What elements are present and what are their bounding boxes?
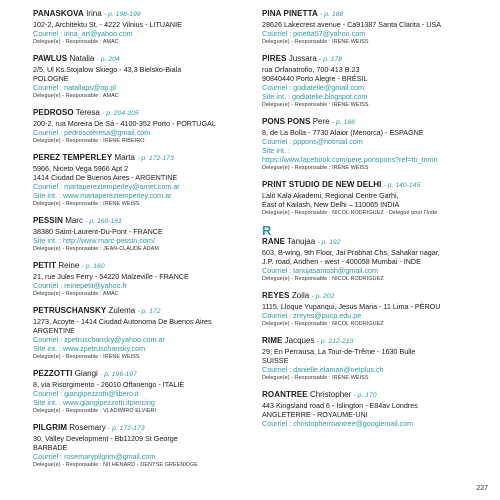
directory-entry bbox=[33, 153, 251, 209]
entry-page-reference: - p. 172 bbox=[137, 308, 161, 315]
entry-firstname: Zoila bbox=[291, 291, 310, 300]
entry-name-line bbox=[33, 9, 251, 20]
entry-surname: PETIT bbox=[33, 261, 57, 270]
entry-email-line[interactable]: Courriel : tanujasantosh@gmail.com bbox=[262, 266, 378, 275]
directory-entry bbox=[262, 54, 490, 110]
directory-entry bbox=[33, 108, 251, 146]
entry-address-line: 28626 Lakecrest avenue - Ca91387 Santa Clarita - USA bbox=[262, 20, 441, 29]
entry-delegate-line: Delegue(e) - Responsable : VLADIMIRO ELVIERI bbox=[33, 408, 157, 414]
entry-email-line[interactable]: Courriel : pedrosoteresa@gmail.com bbox=[33, 128, 151, 137]
entry-name-line bbox=[33, 306, 251, 317]
entry-surname: REYES bbox=[262, 291, 290, 300]
entry-firstname: Marta bbox=[114, 153, 135, 162]
entry-website-line[interactable]: Site int. : godiatelie.blogspot.com bbox=[262, 92, 368, 101]
entry-address-line: 1273, Acoyte - 1414 Ciudad Autonoma De Buenos Aires bbox=[33, 317, 212, 326]
directory-entry bbox=[33, 216, 251, 254]
entry-address-line: 30, Valley Development - Bb11209 St George bbox=[33, 434, 178, 443]
entry-address-line: 200-2, rua Moreira De Sá - 4100-352 Porto - PORTUGAL bbox=[33, 119, 216, 128]
entry-email-line[interactable]: Courriel : godiatelle@gmail.com bbox=[262, 83, 364, 92]
entry-email-line[interactable]: Courriel : rosemarypilgrim@gmail.com bbox=[33, 452, 156, 461]
entry-delegate-line: Delegue(e) - Responsable : NICOL RODRIGUEZ bbox=[262, 276, 384, 282]
entry-address-line: 29, En Perrausa, La Tour-de-Trême - 1630 Bulle bbox=[262, 347, 416, 356]
entry-website-line[interactable]: https://www.facebook.com/pere.ponspons?ref=tn_tnmn bbox=[262, 155, 438, 164]
entry-firstname: Giangi bbox=[74, 369, 98, 378]
entry-delegate-line: Delegue(e) - Responsable : IRÈNE WEISS bbox=[33, 354, 140, 360]
right-column-p-entries bbox=[262, 9, 490, 218]
entry-name-line bbox=[33, 423, 251, 434]
entry-delegate-line: Delegue(e) - Responsable : IRÈNE WEISS bbox=[262, 375, 369, 381]
entry-firstname: Christopher bbox=[309, 390, 352, 399]
entry-name-line bbox=[262, 336, 490, 347]
right-column bbox=[262, 9, 490, 435]
entry-delegate-line: Delegue(e) - Responsable : IRÈNE WEISS bbox=[33, 201, 140, 207]
entry-address-line: 1115, Lloque Yupanqui, Jesus Maria - 11 Lima - PÉROU bbox=[262, 302, 441, 311]
entry-surname: PETRUSCHANSKY bbox=[33, 306, 107, 315]
directory-entry bbox=[262, 336, 490, 383]
entry-name-line bbox=[262, 237, 490, 248]
entry-address-line: 8, de La Bolla - 7730 Alaior (Menorca) - ESPAGNE bbox=[262, 128, 424, 137]
entry-email-line[interactable]: Courriel : pinetta57@yahoo.com bbox=[262, 29, 366, 38]
entry-email-line[interactable]: Courriel : reinepetit@yahoo.fr bbox=[33, 281, 127, 290]
entry-website-line[interactable]: Site int. : http://www.marc-pessin.com/ bbox=[33, 236, 155, 245]
entry-delegate-line: Delegue(e) - Responsable : IRÈNE RIBEIRO bbox=[33, 138, 145, 144]
entry-page-reference: - p. 198-199 bbox=[103, 11, 141, 18]
entry-email-line[interactable]: Courriel : zpetruschansky@yahoo.com.ar bbox=[33, 335, 165, 344]
entry-page-reference: - p. 140-145 bbox=[383, 182, 421, 189]
right-column-r-entries bbox=[262, 237, 490, 428]
entry-website-line[interactable]: Site int. : www.martapereztemperley.com.ar bbox=[33, 191, 172, 200]
entry-address-line: rua Orfanatrofio, 700-413 B.23 bbox=[262, 65, 360, 74]
entry-address-line: 102-2, Architektu St. - 4222 Vilnius - LITUANIE bbox=[33, 20, 182, 29]
entry-surname: PINA PINETTA bbox=[262, 9, 318, 18]
entry-delegate-line: Delegue(e) - Responsable : AMAC bbox=[33, 93, 119, 99]
entry-name-line bbox=[33, 54, 251, 65]
entry-address-line: 5966, Niceto Vega 5966 Apt 2 bbox=[33, 164, 129, 173]
entry-name-line bbox=[262, 54, 490, 65]
directory-entry bbox=[33, 369, 251, 416]
directory-entry bbox=[33, 9, 251, 47]
directory-entry bbox=[262, 180, 490, 218]
entry-name-line bbox=[33, 216, 251, 227]
entry-name-line bbox=[33, 108, 251, 119]
entry-firstname: Reine bbox=[58, 261, 80, 270]
entry-email-line[interactable]: Courriel : natallaps@op.pl bbox=[33, 83, 116, 92]
entry-page-reference: - p. 202 bbox=[311, 293, 335, 300]
entry-surname: PESSIN bbox=[33, 216, 63, 225]
entry-address-line: Lalit Kala Akademi, Regional Centre Garhi, bbox=[262, 191, 399, 200]
entry-address-line: 1414 Ciudad De Buenos Aires - ARGENTINE bbox=[33, 173, 178, 182]
directory-entry bbox=[33, 54, 251, 101]
entry-email-line[interactable]: Courriel : zreyes@pucp.edu.pe bbox=[262, 311, 362, 320]
entry-website-line[interactable]: Site int. : www.zpetruschansky.com bbox=[33, 344, 146, 353]
entry-delegate-line: Delegue(e) - Responsable : NII HENARD - DENYSE GREENIDGE bbox=[33, 462, 198, 468]
entry-address-line: 90840440 Porto Alegre - BRÉSIL bbox=[262, 74, 368, 83]
entry-page-reference: - p. 170 bbox=[353, 392, 377, 399]
entry-name-line bbox=[33, 153, 251, 164]
entry-surname: PEREZ TEMPERLEY bbox=[33, 153, 113, 162]
directory-entry bbox=[33, 261, 251, 299]
entry-surname: PRINT STUDIO DE NEW DELHI bbox=[262, 180, 382, 189]
directory-entry bbox=[262, 237, 490, 284]
entry-surname: RANE bbox=[262, 237, 286, 246]
entry-page-reference: - p. 192 bbox=[317, 239, 341, 246]
entry-page-reference: - p. 212-213 bbox=[316, 338, 354, 345]
entry-page-reference: - p. 188 bbox=[320, 11, 344, 18]
entry-address-line: SUISSE bbox=[262, 356, 289, 365]
entry-address-line: 443 Kingsland road 6 - Islington - E84av Londres bbox=[262, 401, 418, 410]
entry-page-reference: - p. 178 bbox=[319, 56, 343, 63]
entry-website-line[interactable]: Site int. : bbox=[262, 146, 290, 155]
directory-entry bbox=[262, 117, 490, 173]
entry-firstname: Pere bbox=[312, 117, 330, 126]
entry-firstname: Jussara bbox=[288, 54, 317, 63]
entry-delegate-line: Delegue(e) - Responsable : JEAN-CLAUDE ADAM bbox=[33, 246, 159, 252]
entry-surname: PIRES bbox=[262, 54, 287, 63]
entry-email-line[interactable]: Courriel : danielle.elamari@netplus.ch bbox=[262, 365, 384, 374]
entry-address-line: ARGENTINE bbox=[33, 326, 75, 335]
entry-firstname: Tanujaa bbox=[287, 237, 316, 246]
directory-entry bbox=[33, 306, 251, 362]
entry-name-line bbox=[262, 9, 490, 20]
directory-entry bbox=[33, 423, 251, 470]
entry-email-line[interactable]: Courriel : irina_art@yahoo.com bbox=[33, 29, 133, 38]
entry-email-line[interactable]: Courriel : christopherroantree@googlemail.com bbox=[262, 419, 414, 428]
directory-entry bbox=[262, 291, 490, 329]
entry-name-line bbox=[262, 390, 490, 401]
entry-page-reference: - p. 172-173 bbox=[137, 155, 174, 162]
left-column bbox=[33, 9, 251, 477]
entry-website-line[interactable]: Site int. : www.giangipezzotti.itpiercing bbox=[33, 398, 155, 407]
entry-surname: ROANTREE bbox=[262, 390, 308, 399]
entry-address-line: ANGLETERRE - ROYAUME-UNI bbox=[262, 410, 368, 419]
entry-surname: PONS PONS bbox=[262, 117, 311, 126]
entry-page-reference: - p. 204-205 bbox=[102, 110, 139, 117]
entry-firstname: Marc bbox=[65, 216, 83, 225]
entry-delegate-line: Delegue(e) - Responsable : IRÈNE WEISS bbox=[262, 102, 369, 108]
entry-surname: PILGRIM bbox=[33, 423, 68, 432]
entry-email-line[interactable]: Courriel : pppons@hotmail.com bbox=[262, 137, 363, 146]
entry-firstname: Rosemary bbox=[69, 423, 106, 432]
entry-name-line bbox=[262, 180, 490, 191]
entry-address-line: POLOGNE bbox=[33, 74, 69, 83]
entry-address-line: 38380 Saint-Laurent-Du-Pont - FRANCE bbox=[33, 227, 163, 236]
entry-page-reference: - p. 160-161 bbox=[85, 218, 122, 225]
entry-page-reference: - p. 186 bbox=[331, 119, 355, 126]
entry-surname: PEZZOTTI bbox=[33, 369, 73, 378]
entry-address-line: 2/5, Ul Ks.Stojalow Skiego - 43,3 Bielsko-Biala bbox=[33, 65, 182, 74]
entry-page-reference: - p. 172-173 bbox=[107, 425, 145, 432]
entry-email-line[interactable]: Courriel : martapereztemperley@arnet.com.ar bbox=[33, 182, 180, 191]
entry-address-line: 8, via Risorgimento - 26010 Offanengo - ITALIE bbox=[33, 380, 185, 389]
entry-page-reference: - p. 204 bbox=[96, 56, 120, 63]
entry-firstname: Natalia bbox=[69, 54, 95, 63]
directory-entry bbox=[262, 390, 490, 428]
entry-delegate-line: Delegue(e) - Responsable : NICOL RODRIGUEZ bbox=[262, 321, 384, 327]
entry-name-line bbox=[33, 369, 251, 380]
entry-address-line: J.P. road, Andheri - west - 400058 Mumbai - INDE bbox=[262, 257, 421, 266]
entry-surname: RIME bbox=[262, 336, 283, 345]
directory-entry bbox=[262, 9, 490, 47]
entry-surname: PEDROSO bbox=[33, 108, 74, 117]
entry-name-line bbox=[262, 291, 490, 302]
entry-page-reference: - p. 160 bbox=[81, 263, 105, 270]
entry-address-line: 603, B-wing, 9th Floor, Jai Prabhat Chs, Sahakar nagar, bbox=[262, 248, 440, 257]
entry-firstname: Teresa bbox=[75, 108, 100, 117]
entry-delegate-line: Delegue(e) - Responsable : AMAC bbox=[33, 291, 119, 297]
entry-name-line bbox=[262, 117, 490, 128]
entry-delegate-line: Delegue(e) - Responsable : IRÈNE WEISS bbox=[262, 165, 369, 171]
entry-address-line: BARBADE bbox=[33, 443, 68, 452]
entry-firstname: Jacques bbox=[284, 336, 315, 345]
page-number: 227 bbox=[476, 485, 488, 492]
section-letter-r: R bbox=[262, 223, 272, 238]
entry-page-reference: - p. 196-197 bbox=[100, 371, 137, 378]
entry-address-line: East of Kailash, New Delhi – 110065 INDIA bbox=[262, 200, 400, 209]
entry-address-line: 21, rue Jules Ferry - 54220 Malzeville - FRANCE bbox=[33, 272, 189, 281]
entry-delegate-line: Delegue(e) - Responsable : AMAC bbox=[33, 39, 119, 45]
entry-firstname: Irina bbox=[86, 9, 102, 18]
entry-delegate-line: Delegue(e) - Responsable : NICOL RODRIGUEZ - Délégué pour l'Inde bbox=[262, 210, 438, 216]
entry-surname: PANASKOVA bbox=[33, 9, 84, 18]
entry-name-line bbox=[33, 261, 251, 272]
entry-delegate-line: Delegue(e) - Responsable : IRÈNE WEISS bbox=[262, 39, 369, 45]
entry-surname: PAWLUS bbox=[33, 54, 68, 63]
entry-firstname: Zulema bbox=[108, 306, 136, 315]
entry-email-line[interactable]: Courriel : giangipezzotti@libero.it bbox=[33, 389, 139, 398]
